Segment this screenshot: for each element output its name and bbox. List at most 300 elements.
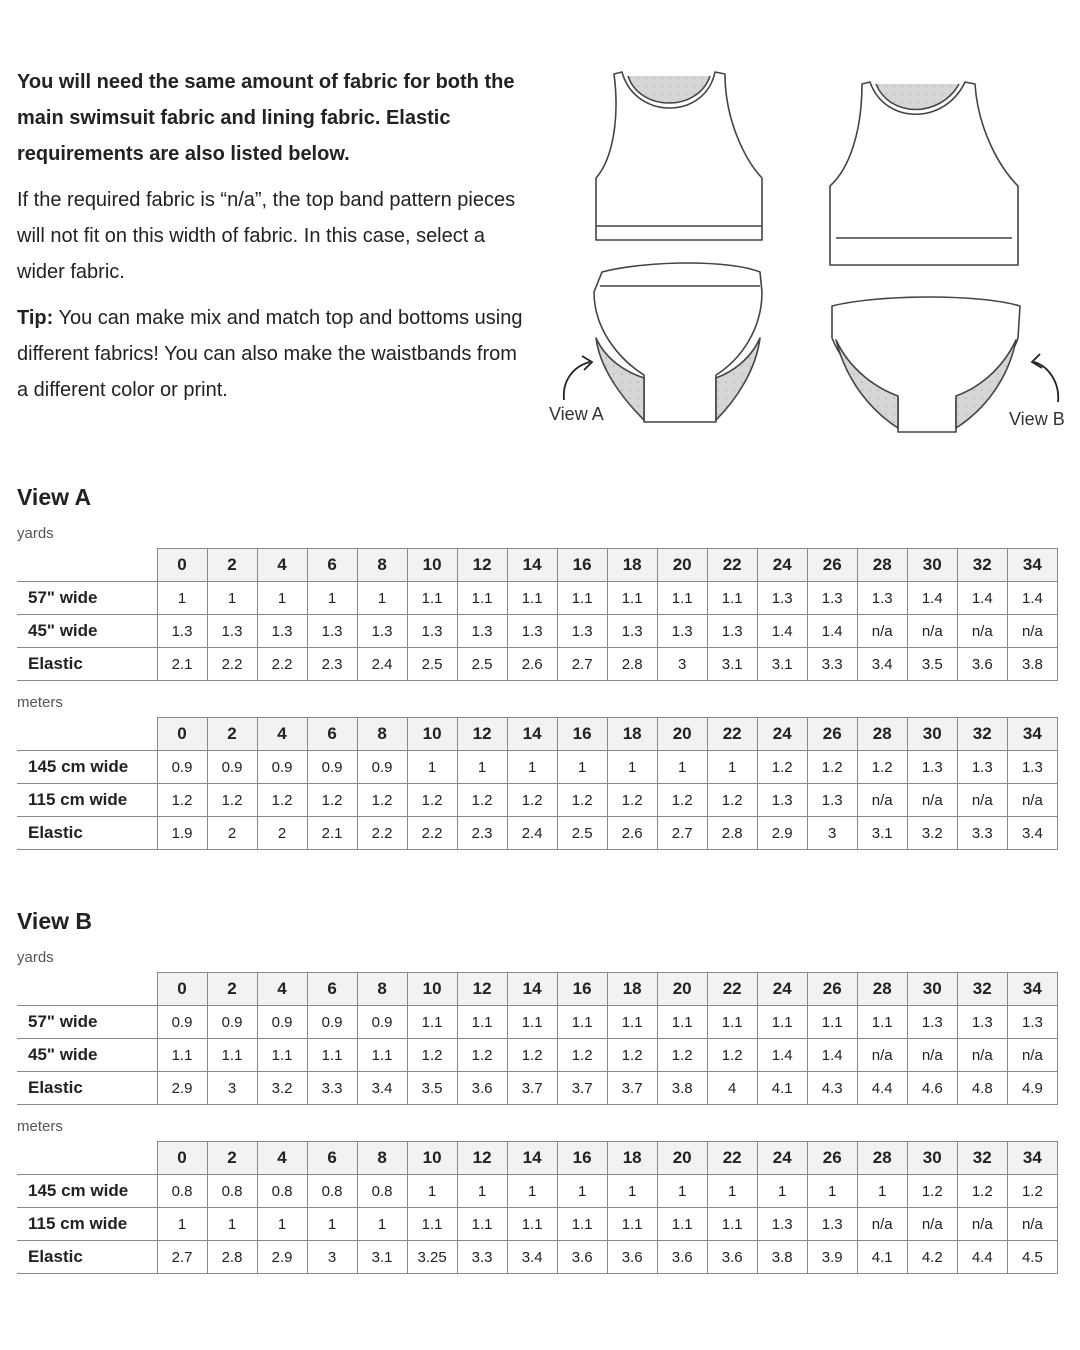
size-header-cell: 6 bbox=[307, 549, 357, 582]
table-cell: 1 bbox=[157, 1208, 207, 1241]
table-cell: 1 bbox=[457, 1175, 507, 1208]
size-header-cell: 12 bbox=[457, 973, 507, 1006]
size-header-cell: 34 bbox=[1007, 718, 1057, 751]
table-cell: 1 bbox=[557, 751, 607, 784]
size-header-cell: 32 bbox=[957, 718, 1007, 751]
table-cell: n/a bbox=[957, 1208, 1007, 1241]
table-cell: 1 bbox=[707, 1175, 757, 1208]
size-header-cell: 12 bbox=[457, 718, 507, 751]
intro-text bbox=[17, 64, 527, 418]
table-row bbox=[17, 615, 1058, 648]
table-cell: 1.3 bbox=[807, 1208, 857, 1241]
intro-tip-paragraph bbox=[17, 300, 527, 408]
table-cell: 1.1 bbox=[307, 1039, 357, 1072]
table-cell: 0.9 bbox=[207, 1006, 257, 1039]
table-cell: 1.3 bbox=[607, 615, 657, 648]
table-cell: 1.1 bbox=[407, 1208, 457, 1241]
table-cell: 1 bbox=[157, 582, 207, 615]
size-header-cell: 24 bbox=[757, 718, 807, 751]
table-cell: 0.8 bbox=[357, 1175, 407, 1208]
table-cell: n/a bbox=[957, 615, 1007, 648]
table-cell: 1.1 bbox=[607, 1006, 657, 1039]
table-cell: 1.1 bbox=[457, 1208, 507, 1241]
view-a-yards-unit: yards bbox=[17, 525, 54, 542]
size-header-cell: 24 bbox=[757, 549, 807, 582]
table-cell: 1.1 bbox=[207, 1039, 257, 1072]
view-b-meters-table bbox=[17, 1141, 1058, 1274]
table-cell: 1.2 bbox=[957, 1175, 1007, 1208]
table-cell: 1 bbox=[257, 582, 307, 615]
size-header-cell: 18 bbox=[607, 1142, 657, 1175]
table-cell: 1.2 bbox=[307, 784, 357, 817]
size-header-cell: 0 bbox=[157, 1142, 207, 1175]
view-b-caption: View B bbox=[1009, 409, 1065, 429]
table-cell: 1.2 bbox=[757, 751, 807, 784]
size-header-cell: 8 bbox=[357, 718, 407, 751]
size-header-cell: 20 bbox=[657, 973, 707, 1006]
size-header-cell: 22 bbox=[707, 718, 757, 751]
table-cell: 0.9 bbox=[357, 751, 407, 784]
table-cell: 1 bbox=[557, 1175, 607, 1208]
table-cell: 1.1 bbox=[357, 1039, 407, 1072]
row-label: 45" wide bbox=[17, 615, 157, 648]
table-cell: 1.2 bbox=[457, 1039, 507, 1072]
table-cell: 4.8 bbox=[957, 1072, 1007, 1105]
table-cell: 1.3 bbox=[1007, 751, 1057, 784]
table-cell: 1.1 bbox=[657, 582, 707, 615]
row-label: 145 cm wide bbox=[17, 1175, 157, 1208]
table-cell: 1.2 bbox=[707, 1039, 757, 1072]
table-cell: 1.2 bbox=[607, 784, 657, 817]
table-cell: 3.6 bbox=[657, 1241, 707, 1274]
size-header-cell: 8 bbox=[357, 549, 407, 582]
table-cell: 4 bbox=[707, 1072, 757, 1105]
table-cell: 0.9 bbox=[157, 1006, 207, 1039]
row-label: Elastic bbox=[17, 1241, 157, 1274]
size-header-cell: 30 bbox=[907, 1142, 957, 1175]
table-cell: 3.25 bbox=[407, 1241, 457, 1274]
row-label: Elastic bbox=[17, 817, 157, 850]
table-cell: 1.2 bbox=[857, 751, 907, 784]
table-cell: 1 bbox=[507, 1175, 557, 1208]
table-cell: 1.3 bbox=[857, 582, 907, 615]
table-cell: 3.3 bbox=[307, 1072, 357, 1105]
size-header-cell: 10 bbox=[407, 973, 457, 1006]
table-cell: 1.3 bbox=[157, 615, 207, 648]
table-cell: 3.4 bbox=[1007, 817, 1057, 850]
table-cell: 1.1 bbox=[607, 582, 657, 615]
table-cell: 0.8 bbox=[207, 1175, 257, 1208]
table-cell: 0.8 bbox=[257, 1175, 307, 1208]
size-header-cell: 24 bbox=[757, 973, 807, 1006]
table-cell: 1.4 bbox=[807, 615, 857, 648]
table-cell: 3.1 bbox=[707, 648, 757, 681]
table-row bbox=[17, 1208, 1058, 1241]
table-cell: n/a bbox=[1007, 784, 1057, 817]
header-blank-cell bbox=[17, 1142, 157, 1175]
table-cell: 1.4 bbox=[907, 582, 957, 615]
tip-text: You can make mix and match top and bottoms using different fabrics! You can also make the waistbands from a different color or print. bbox=[17, 307, 523, 401]
table-cell: 1.3 bbox=[957, 1006, 1007, 1039]
table-cell: 0.9 bbox=[157, 751, 207, 784]
table-cell: 0.8 bbox=[157, 1175, 207, 1208]
table-cell: 3.5 bbox=[407, 1072, 457, 1105]
table-row bbox=[17, 817, 1058, 850]
table-cell: 2.2 bbox=[257, 648, 307, 681]
view-a-meters-table bbox=[17, 717, 1058, 850]
table-cell: 4.1 bbox=[757, 1072, 807, 1105]
intro-bold-paragraph: You will need the same amount of fabric for both the main swimsuit fabric and lining fabric. Elastic requirements are also listed below. bbox=[17, 71, 515, 165]
table-cell: 3.3 bbox=[807, 648, 857, 681]
table-cell: 1.3 bbox=[257, 615, 307, 648]
table-cell: 1 bbox=[857, 1175, 907, 1208]
table-cell: 1 bbox=[357, 1208, 407, 1241]
table-cell: 1.3 bbox=[557, 615, 607, 648]
size-header-cell: 16 bbox=[557, 718, 607, 751]
table-cell: 3.2 bbox=[907, 817, 957, 850]
table-cell: 2.2 bbox=[357, 817, 407, 850]
table-cell: 1.1 bbox=[757, 1006, 807, 1039]
table-cell: 1.3 bbox=[757, 1208, 807, 1241]
table-cell: 1.2 bbox=[407, 1039, 457, 1072]
table-row bbox=[17, 1072, 1058, 1105]
size-header-cell: 2 bbox=[207, 718, 257, 751]
table-cell: n/a bbox=[857, 784, 907, 817]
size-header-cell: 20 bbox=[657, 718, 707, 751]
table-cell: 0.9 bbox=[307, 751, 357, 784]
table-cell: 3 bbox=[657, 648, 707, 681]
table-row bbox=[17, 1175, 1058, 1208]
size-header-cell: 14 bbox=[507, 973, 557, 1006]
table-cell: 2.7 bbox=[557, 648, 607, 681]
size-header-cell: 14 bbox=[507, 718, 557, 751]
table-cell: 2.9 bbox=[757, 817, 807, 850]
table-cell: 3.2 bbox=[257, 1072, 307, 1105]
row-label: Elastic bbox=[17, 648, 157, 681]
table-cell: 1.3 bbox=[907, 1006, 957, 1039]
size-header-cell: 8 bbox=[357, 973, 407, 1006]
table-cell: n/a bbox=[1007, 1208, 1057, 1241]
table-cell: 1.2 bbox=[657, 1039, 707, 1072]
table-cell: 1.1 bbox=[657, 1006, 707, 1039]
size-header-cell: 14 bbox=[507, 1142, 557, 1175]
header-blank-cell bbox=[17, 973, 157, 1006]
table-cell: 1.3 bbox=[457, 615, 507, 648]
table-cell: 2.7 bbox=[157, 1241, 207, 1274]
table-cell: 1.2 bbox=[507, 1039, 557, 1072]
table-cell: 1.3 bbox=[757, 784, 807, 817]
table-cell: 1.2 bbox=[407, 784, 457, 817]
intro-na-paragraph: If the required fabric is “n/a”, the top band pattern pieces will not fit on this width of fabric. In this case, select a wider fabric. bbox=[17, 189, 516, 283]
table-cell: 3.1 bbox=[357, 1241, 407, 1274]
table-cell: 2.2 bbox=[207, 648, 257, 681]
table-cell: 1 bbox=[207, 1208, 257, 1241]
row-label: 115 cm wide bbox=[17, 784, 157, 817]
table-cell: 1 bbox=[657, 1175, 707, 1208]
table-cell: 3.6 bbox=[557, 1241, 607, 1274]
size-header-row bbox=[17, 549, 1058, 582]
size-header-cell: 20 bbox=[657, 549, 707, 582]
table-cell: 0.9 bbox=[357, 1006, 407, 1039]
table-cell: 3 bbox=[207, 1072, 257, 1105]
table-cell: 3.5 bbox=[907, 648, 957, 681]
table-cell: 1 bbox=[807, 1175, 857, 1208]
table-cell: 0.9 bbox=[257, 751, 307, 784]
size-header-cell: 4 bbox=[257, 1142, 307, 1175]
table-cell: 3.8 bbox=[1007, 648, 1057, 681]
size-header-row bbox=[17, 1142, 1058, 1175]
table-cell: 1.1 bbox=[657, 1208, 707, 1241]
table-cell: 1.3 bbox=[507, 615, 557, 648]
size-header-cell: 18 bbox=[607, 973, 657, 1006]
table-cell: 4.2 bbox=[907, 1241, 957, 1274]
table-cell: 1.1 bbox=[557, 582, 607, 615]
table-cell: 2.1 bbox=[157, 648, 207, 681]
table-cell: 3 bbox=[307, 1241, 357, 1274]
table-cell: 2.8 bbox=[207, 1241, 257, 1274]
size-header-cell: 34 bbox=[1007, 973, 1057, 1006]
table-cell: 1.1 bbox=[457, 582, 507, 615]
table-cell: 1.1 bbox=[457, 1006, 507, 1039]
table-cell: 1.4 bbox=[807, 1039, 857, 1072]
table-cell: 1 bbox=[207, 582, 257, 615]
row-label: 115 cm wide bbox=[17, 1208, 157, 1241]
table-cell: 2.9 bbox=[257, 1241, 307, 1274]
size-header-row bbox=[17, 718, 1058, 751]
view-b-bottom bbox=[832, 297, 1020, 432]
table-cell: 4.4 bbox=[857, 1072, 907, 1105]
size-header-cell: 6 bbox=[307, 718, 357, 751]
size-header-cell: 30 bbox=[907, 973, 957, 1006]
size-header-cell: 16 bbox=[557, 549, 607, 582]
view-a-yards-table bbox=[17, 548, 1058, 681]
table-cell: 3.4 bbox=[357, 1072, 407, 1105]
size-header-cell: 26 bbox=[807, 1142, 857, 1175]
table-cell: 2.2 bbox=[407, 817, 457, 850]
table-cell: 1.3 bbox=[757, 582, 807, 615]
table-cell: n/a bbox=[857, 1208, 907, 1241]
table-cell: 1.2 bbox=[557, 1039, 607, 1072]
table-cell: 1.2 bbox=[1007, 1175, 1057, 1208]
table-cell: 1.3 bbox=[707, 615, 757, 648]
table-cell: 1.2 bbox=[357, 784, 407, 817]
size-header-cell: 18 bbox=[607, 549, 657, 582]
table-cell: 1.1 bbox=[507, 1006, 557, 1039]
view-b-arrow bbox=[1034, 362, 1058, 402]
table-cell: n/a bbox=[957, 1039, 1007, 1072]
table-cell: 3.1 bbox=[757, 648, 807, 681]
table-cell: 1.2 bbox=[207, 784, 257, 817]
size-header-cell: 18 bbox=[607, 718, 657, 751]
size-header-cell: 26 bbox=[807, 718, 857, 751]
table-cell: 1.1 bbox=[707, 1006, 757, 1039]
size-header-cell: 26 bbox=[807, 973, 857, 1006]
table-cell: 2.9 bbox=[157, 1072, 207, 1105]
view-a-bottom bbox=[594, 263, 762, 422]
table-cell: 1.3 bbox=[407, 615, 457, 648]
table-cell: 1.1 bbox=[507, 1208, 557, 1241]
table-row bbox=[17, 784, 1058, 817]
table-cell: 4.6 bbox=[907, 1072, 957, 1105]
table-cell: 3.6 bbox=[457, 1072, 507, 1105]
table-row bbox=[17, 648, 1058, 681]
table-cell: 1.2 bbox=[257, 784, 307, 817]
table-cell: 1 bbox=[407, 1175, 457, 1208]
table-cell: n/a bbox=[907, 615, 957, 648]
table-cell: 1.3 bbox=[657, 615, 707, 648]
table-cell: 4.1 bbox=[857, 1241, 907, 1274]
table-cell: 3.3 bbox=[957, 817, 1007, 850]
table-cell: 1.3 bbox=[907, 751, 957, 784]
table-cell: n/a bbox=[957, 784, 1007, 817]
table-cell: 0.8 bbox=[307, 1175, 357, 1208]
table-cell: 3.3 bbox=[457, 1241, 507, 1274]
size-header-cell: 22 bbox=[707, 549, 757, 582]
table-cell: 3.8 bbox=[657, 1072, 707, 1105]
size-header-cell: 16 bbox=[557, 1142, 607, 1175]
size-header-cell: 6 bbox=[307, 973, 357, 1006]
table-cell: 3.1 bbox=[857, 817, 907, 850]
size-header-cell: 4 bbox=[257, 973, 307, 1006]
table-cell: n/a bbox=[907, 1208, 957, 1241]
size-header-cell: 28 bbox=[857, 1142, 907, 1175]
size-header-cell: 0 bbox=[157, 973, 207, 1006]
table-cell: 2.3 bbox=[307, 648, 357, 681]
table-cell: 2.6 bbox=[607, 817, 657, 850]
row-label: 57" wide bbox=[17, 582, 157, 615]
view-a-caption: View A bbox=[549, 404, 604, 424]
table-row bbox=[17, 582, 1058, 615]
size-header-cell: 16 bbox=[557, 973, 607, 1006]
header-blank-cell bbox=[17, 549, 157, 582]
table-cell: 1 bbox=[307, 582, 357, 615]
swimsuit-drawing bbox=[540, 60, 1080, 440]
view-a-title: View A bbox=[17, 484, 92, 510]
table-cell: 4.3 bbox=[807, 1072, 857, 1105]
table-cell: 1.4 bbox=[757, 615, 807, 648]
table-cell: 1 bbox=[407, 751, 457, 784]
size-header-cell: 0 bbox=[157, 718, 207, 751]
table-row bbox=[17, 1006, 1058, 1039]
table-cell: 1.1 bbox=[407, 582, 457, 615]
size-header-cell: 24 bbox=[757, 1142, 807, 1175]
size-header-cell: 6 bbox=[307, 1142, 357, 1175]
size-header-cell: 30 bbox=[907, 549, 957, 582]
table-cell: 1.1 bbox=[707, 1208, 757, 1241]
view-b-yards-table bbox=[17, 972, 1058, 1105]
row-label: 57" wide bbox=[17, 1006, 157, 1039]
size-header-cell: 34 bbox=[1007, 549, 1057, 582]
table-cell: 1.4 bbox=[1007, 582, 1057, 615]
header-blank-cell bbox=[17, 718, 157, 751]
table-cell: 3.7 bbox=[557, 1072, 607, 1105]
table-cell: 1.4 bbox=[757, 1039, 807, 1072]
size-header-cell: 28 bbox=[857, 973, 907, 1006]
table-cell: 1.2 bbox=[157, 784, 207, 817]
table-cell: 3.6 bbox=[957, 648, 1007, 681]
table-cell: n/a bbox=[857, 1039, 907, 1072]
view-a-meters-unit: meters bbox=[17, 694, 63, 711]
table-cell: 1.1 bbox=[857, 1006, 907, 1039]
table-cell: 3.6 bbox=[607, 1241, 657, 1274]
table-row bbox=[17, 1241, 1058, 1274]
table-cell: 1.3 bbox=[1007, 1006, 1057, 1039]
table-cell: 2.1 bbox=[307, 817, 357, 850]
table-cell: 2.8 bbox=[707, 817, 757, 850]
size-header-cell: 8 bbox=[357, 1142, 407, 1175]
tip-label: Tip: bbox=[17, 307, 54, 329]
table-cell: 1.3 bbox=[957, 751, 1007, 784]
row-label: 45" wide bbox=[17, 1039, 157, 1072]
table-cell: 1.3 bbox=[307, 615, 357, 648]
size-header-cell: 30 bbox=[907, 718, 957, 751]
table-cell: 2.4 bbox=[357, 648, 407, 681]
size-header-cell: 32 bbox=[957, 549, 1007, 582]
table-cell: 4.9 bbox=[1007, 1072, 1057, 1105]
table-cell: 1 bbox=[707, 751, 757, 784]
table-cell: n/a bbox=[907, 784, 957, 817]
table-cell: n/a bbox=[1007, 615, 1057, 648]
table-cell: 1.2 bbox=[707, 784, 757, 817]
table-cell: n/a bbox=[1007, 1039, 1057, 1072]
size-header-cell: 28 bbox=[857, 549, 907, 582]
table-cell: 1.1 bbox=[407, 1006, 457, 1039]
table-cell: 1.2 bbox=[807, 751, 857, 784]
table-cell: 1 bbox=[457, 751, 507, 784]
size-header-cell: 2 bbox=[207, 549, 257, 582]
table-cell: 3.6 bbox=[707, 1241, 757, 1274]
table-cell: 1.1 bbox=[257, 1039, 307, 1072]
table-cell: 1 bbox=[257, 1208, 307, 1241]
table-cell: 1.3 bbox=[357, 615, 407, 648]
row-label: 145 cm wide bbox=[17, 751, 157, 784]
size-header-cell: 14 bbox=[507, 549, 557, 582]
size-header-cell: 20 bbox=[657, 1142, 707, 1175]
table-cell: 3.7 bbox=[607, 1072, 657, 1105]
size-header-cell: 12 bbox=[457, 549, 507, 582]
size-header-cell: 26 bbox=[807, 549, 857, 582]
size-header-cell: 32 bbox=[957, 1142, 1007, 1175]
size-header-cell: 34 bbox=[1007, 1142, 1057, 1175]
view-b-meters-unit: meters bbox=[17, 1118, 63, 1135]
size-header-cell: 22 bbox=[707, 1142, 757, 1175]
table-cell: 3.9 bbox=[807, 1241, 857, 1274]
table-cell: 1.1 bbox=[157, 1039, 207, 1072]
table-cell: 2.3 bbox=[457, 817, 507, 850]
table-cell: 1 bbox=[357, 582, 407, 615]
table-cell: 1.2 bbox=[907, 1175, 957, 1208]
table-cell: 2.5 bbox=[557, 817, 607, 850]
table-cell: 1.3 bbox=[207, 615, 257, 648]
table-cell: 2 bbox=[207, 817, 257, 850]
size-header-cell: 2 bbox=[207, 1142, 257, 1175]
table-cell: 0.9 bbox=[207, 751, 257, 784]
size-header-row bbox=[17, 973, 1058, 1006]
table-row bbox=[17, 1039, 1058, 1072]
table-cell: 1 bbox=[507, 751, 557, 784]
table-cell: 2.5 bbox=[457, 648, 507, 681]
table-cell: 1 bbox=[757, 1175, 807, 1208]
table-cell: 2.7 bbox=[657, 817, 707, 850]
size-header-cell: 10 bbox=[407, 718, 457, 751]
size-header-cell: 22 bbox=[707, 973, 757, 1006]
table-row bbox=[17, 751, 1058, 784]
view-b-yards-unit: yards bbox=[17, 949, 54, 966]
size-header-cell: 4 bbox=[257, 549, 307, 582]
row-label: Elastic bbox=[17, 1072, 157, 1105]
table-cell: 3 bbox=[807, 817, 857, 850]
view-b-title: View B bbox=[17, 908, 92, 934]
